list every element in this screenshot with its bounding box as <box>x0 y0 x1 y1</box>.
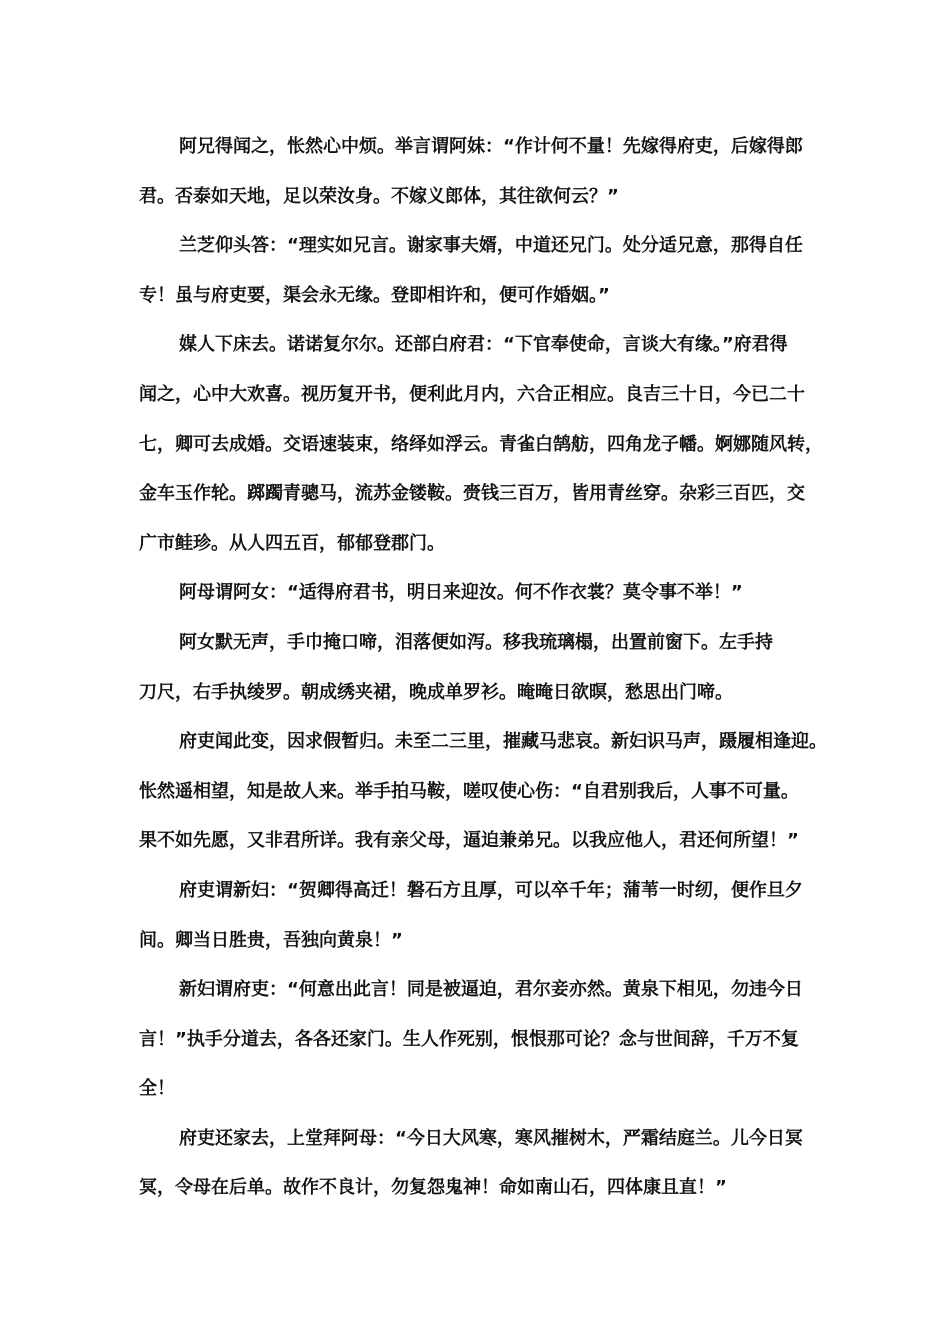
paragraph <box>139 568 839 618</box>
text-line: 全！ <box>139 1078 175 1100</box>
text-line: 媒人下床去。诺诺复尔尔。还部白府君：“下官奉使命，言谈大有缘。”府君得 <box>179 334 788 356</box>
paragraph <box>139 866 839 965</box>
text-line: 刀尺，右手执绫罗。朝成绣夹裙，晚成单罗衫。晻晻日欲暝，愁思出门啼。 <box>139 681 733 703</box>
text-line: 阿母谓阿女：“适得府君书，明日来迎汝。何不作衣裳？莫令事不举！” <box>179 582 743 604</box>
text-line: 金车玉作轮。踯躅青骢马，流苏金镂鞍。赍钱三百万，皆用青丝穿。杂彩三百匹，交 <box>139 483 805 505</box>
text-line: 七，卿可去成婚。交语速装束，络绎如浮云。青雀白鹄舫，四角龙子幡。婀娜随风转， <box>139 433 823 455</box>
paragraph <box>139 717 839 866</box>
text-line: 怅然遥相望，知是故人来。举手拍马鞍，嗟叹使心伤：“自君别我后，人事不可量。 <box>139 780 799 802</box>
paragraph <box>139 122 839 221</box>
text-line: 兰芝仰头答：“理实如兄言。谢家事夫婿，中道还兄门。处分适兄意，那得自任 <box>179 235 803 257</box>
paragraph <box>139 221 839 320</box>
text-line: 广市鲑珍。从人四五百，郁郁登郡门。 <box>139 532 445 554</box>
paragraph <box>139 1114 839 1213</box>
text-line: 府吏还家去，上堂拜阿母：“今日大风寒，寒风摧树木，严霜结庭兰。儿今日冥 <box>179 1127 803 1149</box>
text-line: 闻之，心中大欢喜。视历复开书，便利此月内，六合正相应。良吉三十日，今已二十 <box>139 383 805 405</box>
paragraph <box>139 618 839 717</box>
text-line: 府吏闻此变，因求假暂归。未至二三里，摧藏马悲哀。新妇识马声，蹑履相逢迎。 <box>179 731 827 753</box>
text-line: 专！虽与府吏要，渠会永无缘。登即相许和，便可作婚姻。” <box>139 284 610 306</box>
paragraph <box>139 965 839 1114</box>
text-line: 言！”执手分道去，各各还家门。生人作死别，恨恨那可论？念与世间辞，千万不复 <box>139 1028 799 1050</box>
text-line: 阿兄得闻之，怅然心中烦。举言谓阿妹：“作计何不量！先嫁得府吏，后嫁得郎 <box>179 136 803 157</box>
text-line: 新妇谓府吏：“何意出此言！同是被逼迫，君尔妾亦然。黄泉下相见，勿违今日 <box>179 979 803 1001</box>
text-line: 阿女默无声，手巾掩口啼，泪落便如泻。移我琉璃榻，出置前窗下。左手持 <box>179 631 773 653</box>
paragraph <box>139 320 839 568</box>
text-line: 府吏谓新妇：“贺卿得高迁！磐石方且厚，可以卒千年；蒲苇一时纫，便作旦夕 <box>179 879 803 901</box>
text-line: 果不如先愿，又非君所详。我有亲父母，逼迫兼弟兄。以我应他人，君还何所望！” <box>139 830 799 852</box>
text-line: 冥，令母在后单。故作不良计，勿复怨鬼神！命如南山石，四体康且直！” <box>139 1177 727 1199</box>
text-line: 间。卿当日胜贵，吾独向黄泉！” <box>139 929 403 951</box>
text-line: 君。否泰如天地，足以荣汝身。不嫁义郎体，其往欲何云？” <box>139 185 619 207</box>
poem-text <box>139 122 839 1213</box>
